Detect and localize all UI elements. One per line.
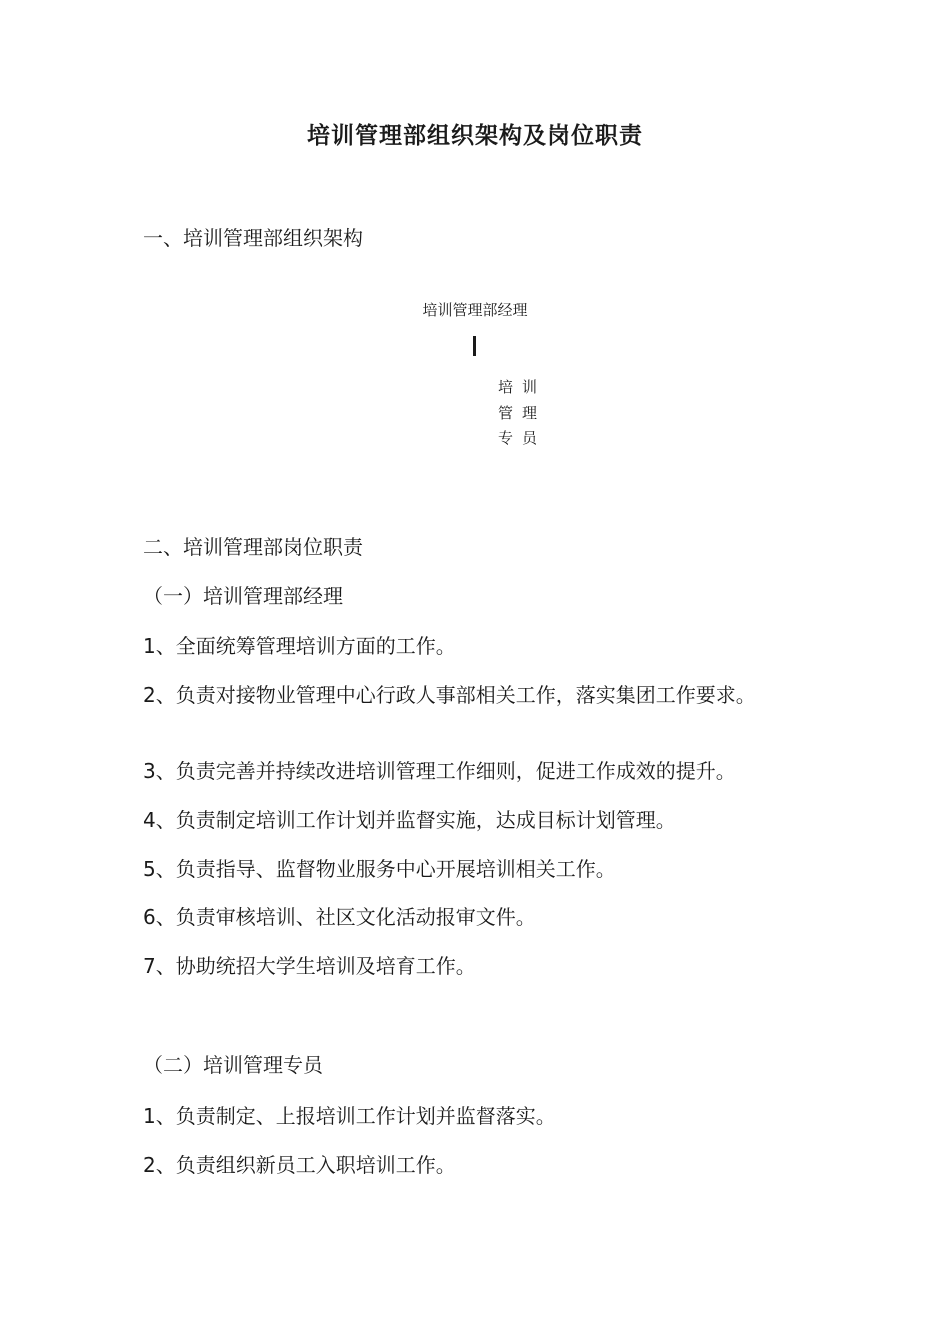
org-chart-connector-line <box>473 336 476 356</box>
list-item: 3、负责完善并持续改进培训管理工作细则，促进工作成效的提升。 <box>143 759 736 783</box>
org-chart-manager-node: 培训管理部经理 <box>422 301 528 319</box>
org-chart-specialist-node: 培训管理专员 <box>498 378 547 447</box>
section-heading-responsibilities: 二、培训管理部岗位职责 <box>143 535 363 559</box>
list-item: 7、协助统招大学生培训及培育工作。 <box>143 954 476 978</box>
subsection-heading-specialist: （二）培训管理专员 <box>143 1053 323 1077</box>
section-heading-org-structure: 一、培训管理部组织架构 <box>143 226 363 250</box>
list-item: 1、负责制定、上报培训工作计划并监督落实。 <box>143 1104 556 1128</box>
list-item: 2、负责组织新员工入职培训工作。 <box>143 1153 456 1177</box>
list-item: 1、全面统筹管理培训方面的工作。 <box>143 634 456 658</box>
list-item: 6、负责审核培训、社区文化活动报审文件。 <box>143 905 536 929</box>
list-item: 5、负责指导、监督物业服务中心开展培训相关工作。 <box>143 857 616 881</box>
list-item: 4、负责制定培训工作计划并监督实施，达成目标计划管理。 <box>143 808 676 832</box>
page-title: 培训管理部组织架构及岗位职责 <box>307 123 643 149</box>
subsection-heading-manager: （一）培训管理部经理 <box>143 584 343 608</box>
list-item: 2、负责对接物业管理中心行政人事部相关工作，落实集团工作要求。 <box>143 683 756 707</box>
